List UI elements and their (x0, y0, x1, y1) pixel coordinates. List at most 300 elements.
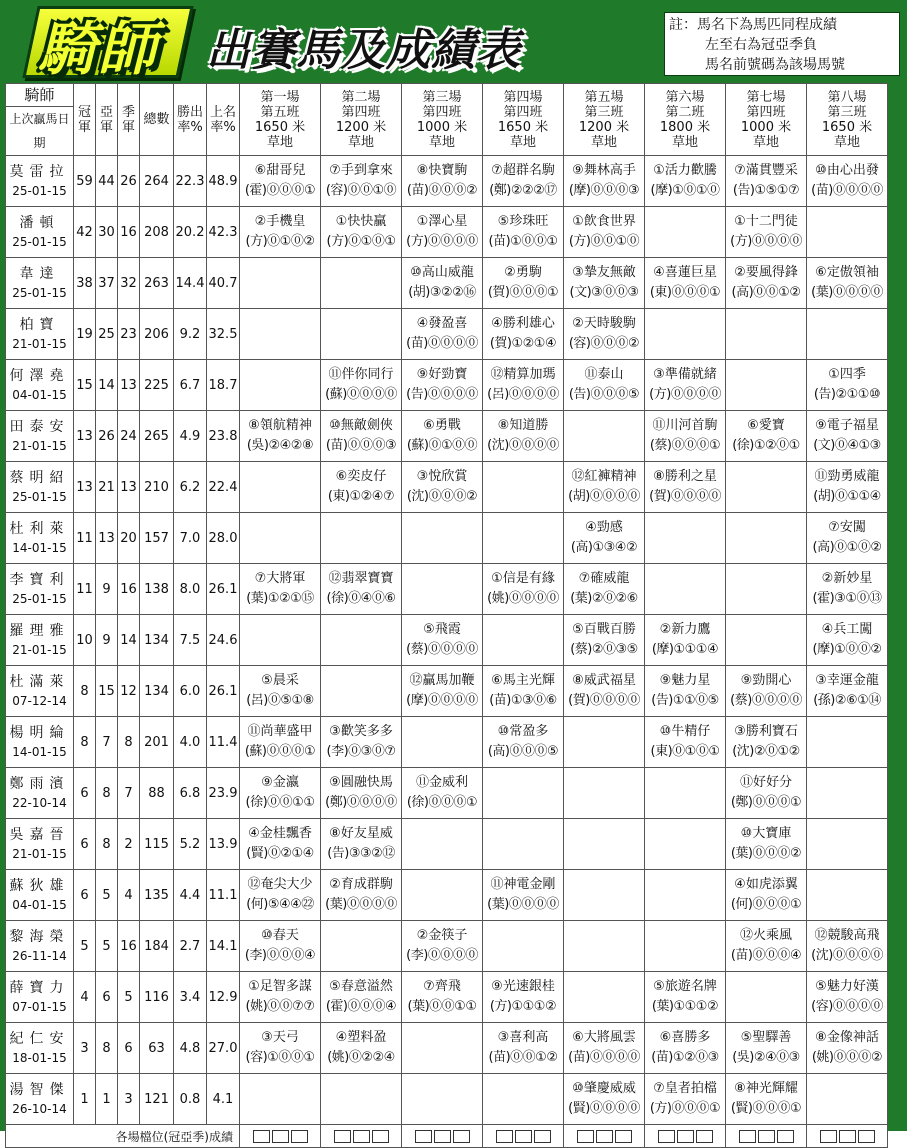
ride-cell (726, 462, 807, 513)
last-win-date: 14-01-15 (12, 745, 67, 759)
draw-result-cell (402, 1125, 483, 1148)
draw-boxes (321, 1130, 401, 1143)
ride-cell (240, 666, 321, 717)
horse-form: (吳)②④⓪③ (732, 1050, 800, 1065)
ride-cell (483, 1023, 564, 1074)
jockey-name: 楊明綸 (9, 725, 70, 741)
race-cls: 第三班 (584, 104, 624, 120)
horse-form: (蘇)⓪⓪⓪① (244, 744, 316, 759)
last-win-date: 21-01-15 (12, 337, 67, 351)
horse-form: (姚)⓪②②④ (327, 1050, 395, 1065)
seconds-cell: 5 (96, 921, 118, 972)
thirds-cell: 16 (118, 564, 140, 615)
ride-cell (564, 309, 645, 360)
total-cell: 263 (140, 258, 174, 309)
race-dist: 1650 米 (821, 119, 873, 135)
ride-cell (564, 411, 645, 462)
horse-name: ①活力歡騰 (653, 163, 717, 178)
ride-cell (807, 513, 888, 564)
wins-cell: 5 (74, 921, 96, 972)
horse-form: (蔡)⓪⓪⓪① (649, 438, 721, 453)
jockey-cell (6, 717, 74, 768)
horse-name: ⑩常盈多 (497, 724, 549, 739)
ride-cell (645, 1074, 726, 1125)
last-win-date: 04-01-15 (12, 898, 67, 912)
win-rate-cell: 4.0 (174, 717, 207, 768)
draw-box (253, 1130, 270, 1143)
horse-name: ⑫贏馬加鞭 (409, 673, 475, 688)
horse-form: (姚)⓪⓪⓪⓪ (487, 591, 559, 606)
race-cls: 第五班 (260, 104, 300, 120)
race-dist: 1000 米 (416, 119, 468, 135)
ride-cell (483, 819, 564, 870)
jockey-name: 蔡明紹 (9, 470, 70, 486)
horse-form: (蘇)⓪⓪⓪⓪ (325, 387, 397, 402)
last-win-date: 22-10-14 (12, 796, 67, 810)
table-row (6, 309, 888, 360)
thirds-cell: 13 (118, 360, 140, 411)
horse-form: (沈)⓪⓪⓪② (406, 489, 478, 504)
race-name: 第二場 (341, 89, 381, 105)
horse-name: ⑪川河首駒 (652, 418, 718, 433)
ride-cell (240, 615, 321, 666)
ride-cell (807, 768, 888, 819)
seconds-cell: 44 (96, 156, 118, 207)
total-cell: 157 (140, 513, 174, 564)
seconds-cell: 7 (96, 717, 118, 768)
ride-cell (321, 717, 402, 768)
ride-cell (321, 1074, 402, 1125)
horse-name: ⑩肇慶威威 (572, 1081, 636, 1096)
total-cell: 201 (140, 717, 174, 768)
race-header-8 (807, 84, 888, 156)
horse-name: ③幸運金龍 (815, 673, 879, 688)
horse-name: ⑥勇戰 (423, 418, 461, 433)
draw-box (615, 1130, 632, 1143)
ride-cell (726, 666, 807, 717)
horse-name: ⑩由心出發 (815, 163, 879, 178)
jockey-name: 吳嘉晉 (9, 827, 70, 843)
ride-cell (240, 258, 321, 309)
horse-name: ⑦確威龍 (578, 571, 630, 586)
note-line: 註：馬名下為馬匹同程成績 (669, 17, 837, 33)
horse-form: (李)⓪⓪⓪④ (244, 948, 316, 963)
race-cls: 第二班 (665, 104, 705, 120)
horse-form: (賀)⓪⓪⓪⓪ (568, 693, 640, 708)
thirds-cell: 32 (118, 258, 140, 309)
jockey-name: 湯智傑 (9, 1082, 70, 1098)
draw-box (596, 1130, 613, 1143)
seconds-cell: 13 (96, 513, 118, 564)
last-win-date: 07-01-15 (12, 1000, 67, 1014)
win-rate-cell: 0.8 (174, 1074, 207, 1125)
col-thirds: 季軍 (118, 84, 140, 156)
draw-result-cell (483, 1125, 564, 1148)
horse-form: (蔡)⓪⓪⓪⓪ (730, 693, 802, 708)
ride-cell (240, 870, 321, 921)
horse-form: (霍)⓪⓪⓪① (244, 183, 316, 198)
wins-cell: 6 (74, 819, 96, 870)
ride-cell (240, 564, 321, 615)
jockey-cell (6, 666, 74, 717)
wins-cell: 1 (74, 1074, 96, 1125)
race-name: 第八場 (827, 89, 867, 105)
horse-form: (葉)⓪⓪⓪⓪ (325, 897, 397, 912)
horse-name: ⑥大將風雲 (572, 1030, 636, 1045)
race-track: 草地 (509, 134, 536, 150)
table-row (6, 615, 888, 666)
ride-cell (726, 717, 807, 768)
horse-form: (何)⑤④④㉒ (246, 897, 314, 912)
horse-name: ⑨舞林高手 (572, 163, 636, 178)
ride-cell (402, 156, 483, 207)
horse-form: (葉)①②①⑮ (246, 591, 314, 606)
horse-form: (葉)①①①② (651, 999, 719, 1014)
place-rate-cell: 26.1 (207, 564, 240, 615)
ride-cell (645, 156, 726, 207)
jockey-name: 杜利萊 (9, 521, 70, 537)
ride-cell (483, 360, 564, 411)
ride-cell (240, 462, 321, 513)
horse-form: (苗)⓪⓪⓪② (406, 183, 478, 198)
horse-form: (告)⓪⓪⓪⑤ (568, 387, 640, 402)
jockey-cell (6, 360, 74, 411)
horse-form: (苗)⓪⓪⓪⓪ (811, 183, 883, 198)
race-track: 草地 (590, 134, 617, 150)
ride-cell (564, 1023, 645, 1074)
draw-box (496, 1130, 513, 1143)
seconds-cell: 9 (96, 615, 118, 666)
ride-cell (483, 768, 564, 819)
last-win-date: 07-12-14 (12, 694, 67, 708)
draw-result-cell (240, 1125, 321, 1148)
horse-name: ④喜蓮巨星 (653, 265, 717, 280)
ride-cell (483, 615, 564, 666)
seconds-cell: 1 (96, 1074, 118, 1125)
horse-form: (鄭)②②②⑰ (489, 183, 557, 198)
race-header-4 (483, 84, 564, 156)
horse-name: ⑧神光輝耀 (734, 1081, 798, 1096)
horse-name: ④勁感 (585, 520, 623, 535)
total-cell: 63 (140, 1023, 174, 1074)
col-total: 總數 (140, 84, 174, 156)
horse-name: ②育成群駒 (329, 877, 393, 892)
horse-form: (何)⓪⓪⓪① (730, 897, 802, 912)
ride-cell (321, 1023, 402, 1074)
seconds-cell: 8 (96, 1023, 118, 1074)
win-rate-cell: 6.7 (174, 360, 207, 411)
race-name: 第七場 (746, 89, 786, 105)
draw-box (334, 1130, 351, 1143)
jockey-cell (6, 819, 74, 870)
horse-name: ④如虎添翼 (734, 877, 798, 892)
ride-cell (402, 921, 483, 972)
jockey-name: 杜滿萊 (9, 674, 70, 690)
horse-form: (胡)③②②⑯ (408, 285, 476, 300)
wins-cell: 38 (74, 258, 96, 309)
table-row (6, 462, 888, 513)
jockey-name: 紀仁安 (9, 1031, 70, 1047)
horse-form: (鄭)⓪⓪⓪① (730, 795, 802, 810)
ride-cell (645, 258, 726, 309)
race-cls: 第三班 (827, 104, 867, 120)
jockey-name: 李寶利 (9, 572, 70, 588)
horse-name: ①信是有緣 (491, 571, 555, 586)
horse-form: (葉)②⓪②⑥ (570, 591, 638, 606)
ride-cell (726, 615, 807, 666)
horse-name: ⑧好友星威 (329, 826, 393, 841)
ride-cell (402, 513, 483, 564)
draw-boxes (807, 1130, 887, 1143)
last-win-date: 26-11-14 (12, 949, 67, 963)
place-rate-cell: 11.1 (207, 870, 240, 921)
ride-cell (726, 207, 807, 258)
wins-cell: 59 (74, 156, 96, 207)
horse-name: ②金筷子 (416, 928, 468, 943)
draw-box (739, 1130, 756, 1143)
ride-cell (321, 564, 402, 615)
ride-cell (483, 258, 564, 309)
horse-name: ⑫紅褲精神 (571, 469, 637, 484)
draw-box (777, 1130, 794, 1143)
ride-cell (645, 1023, 726, 1074)
horse-form: (徐)⓪⓪⓪① (406, 795, 478, 810)
jockey-name: 潘頓 (19, 215, 60, 231)
table-row (6, 870, 888, 921)
horse-name: ⑪泰山 (584, 367, 624, 382)
seconds-cell: 30 (96, 207, 118, 258)
race-name: 第五場 (584, 89, 624, 105)
ride-cell (645, 615, 726, 666)
horse-form: (苗)①⓪⓪① (488, 234, 558, 249)
seconds-cell: 8 (96, 819, 118, 870)
horse-name: ③喜利高 (497, 1030, 549, 1045)
thirds-cell: 7 (118, 768, 140, 819)
ride-cell (483, 156, 564, 207)
horse-name: ⑤春意溢然 (329, 979, 393, 994)
horse-form: (蘇)⓪①⓪⓪ (406, 438, 478, 453)
col-wins: 冠軍 (74, 84, 96, 156)
horse-name: ⑧知道勝 (497, 418, 549, 433)
horse-form: (容)⓪⓪⓪⓪ (811, 999, 883, 1014)
thirds-cell: 26 (118, 156, 140, 207)
horse-name: ⑦皇者拍檔 (653, 1081, 717, 1096)
jockey-name: 何澤堯 (9, 368, 70, 384)
ride-cell (402, 717, 483, 768)
jockey-cell (6, 156, 74, 207)
ride-cell (564, 564, 645, 615)
ride-cell (402, 615, 483, 666)
thirds-cell: 20 (118, 513, 140, 564)
ride-cell (321, 615, 402, 666)
seconds-cell: 14 (96, 360, 118, 411)
horse-name: ④發盈喜 (416, 316, 468, 331)
ride-cell (645, 462, 726, 513)
ride-cell (564, 360, 645, 411)
race-track: 草地 (752, 134, 779, 150)
draw-box (415, 1130, 432, 1143)
total-cell: 134 (140, 615, 174, 666)
horse-name: ⑤旅遊名牌 (653, 979, 717, 994)
ride-cell (402, 870, 483, 921)
horse-name: ①四季 (828, 367, 866, 382)
ride-cell (645, 921, 726, 972)
ride-cell (321, 819, 402, 870)
ride-cell (240, 1074, 321, 1125)
ride-cell (240, 819, 321, 870)
place-rate-cell: 13.9 (207, 819, 240, 870)
wins-cell: 13 (74, 411, 96, 462)
horse-name: ①飲食世界 (572, 214, 636, 229)
logo-text: 騎師 (38, 15, 159, 83)
draw-box (291, 1130, 308, 1143)
race-header-3 (402, 84, 483, 156)
horse-form: (苗)⓪⓪⓪④ (730, 948, 802, 963)
jockey-name: 蘇狄雄 (9, 878, 70, 894)
thirds-cell: 5 (118, 972, 140, 1023)
horse-name: ①足智多謀 (248, 979, 312, 994)
total-cell: 264 (140, 156, 174, 207)
table-row (6, 156, 888, 207)
horse-name: ⑫火乘風 (739, 928, 792, 943)
horse-name: ⑫競駿高飛 (814, 928, 880, 943)
draw-result-cell (645, 1125, 726, 1148)
ride-cell (645, 207, 726, 258)
thirds-cell: 6 (118, 1023, 140, 1074)
horse-name: ③準備就緒 (653, 367, 717, 382)
ride-cell (645, 768, 726, 819)
total-cell: 208 (140, 207, 174, 258)
race-track: 草地 (428, 134, 455, 150)
total-cell: 121 (140, 1074, 174, 1125)
ride-cell (645, 411, 726, 462)
jockey-cell (6, 462, 74, 513)
jockey-cell (6, 411, 74, 462)
race-name: 第一場 (260, 89, 300, 105)
race-header-6 (645, 84, 726, 156)
jockey-cell (6, 921, 74, 972)
horse-name: ①澤心星 (416, 214, 468, 229)
horse-form: (摩)⓪⓪⓪⓪ (406, 693, 478, 708)
win-rate-cell: 20.2 (174, 207, 207, 258)
jockey-name: 柏寶 (19, 317, 60, 333)
horse-form: (摩)①⓪⓪② (812, 642, 882, 657)
horse-name: ④金桂飄香 (248, 826, 312, 841)
ride-cell (726, 411, 807, 462)
race-name: 第六場 (665, 89, 705, 105)
ride-cell (807, 258, 888, 309)
ride-cell (321, 411, 402, 462)
last-win-date: 21-01-15 (12, 439, 67, 453)
table-row (6, 717, 888, 768)
horse-name: ⑨金瀛 (261, 775, 299, 790)
horse-form: (方)⓪⓪⓪⓪ (649, 387, 721, 402)
horse-form: (容)①⓪⓪① (245, 1050, 315, 1065)
ride-cell (807, 666, 888, 717)
ride-cell (726, 258, 807, 309)
horse-form: (賢)⓪⓪⓪⓪ (568, 1101, 640, 1116)
table-row (6, 411, 888, 462)
table-row (6, 258, 888, 309)
draw-box (372, 1130, 389, 1143)
wins-cell: 15 (74, 360, 96, 411)
draw-boxes (240, 1130, 320, 1143)
ride-cell (240, 411, 321, 462)
race-track: 草地 (347, 134, 374, 150)
draw-result-cell (564, 1125, 645, 1148)
horse-form: (苗)①②⓪③ (651, 1050, 719, 1065)
ride-cell (726, 1023, 807, 1074)
ride-cell (564, 666, 645, 717)
horse-name: ③摯友無敵 (572, 265, 636, 280)
horse-form: (告)③③②⑫ (327, 846, 395, 861)
jockey-name: 羅理雅 (9, 623, 70, 639)
win-rate-cell: 4.9 (174, 411, 207, 462)
thirds-cell: 8 (118, 717, 140, 768)
ride-cell (483, 207, 564, 258)
horse-name: ②新妙星 (821, 571, 873, 586)
ride-cell (807, 411, 888, 462)
horse-name: ⑫精算加瑪 (490, 367, 556, 382)
table-header (6, 84, 888, 156)
ride-cell (402, 207, 483, 258)
thirds-cell: 4 (118, 870, 140, 921)
win-rate-cell: 6.2 (174, 462, 207, 513)
table-row (6, 207, 888, 258)
ride-cell (564, 768, 645, 819)
win-rate-cell: 6.8 (174, 768, 207, 819)
col-last-win-label: 上次贏馬日期 (9, 112, 70, 150)
horse-name: ⑨電子福星 (815, 418, 879, 433)
draw-box (758, 1130, 775, 1143)
ride-cell (726, 819, 807, 870)
horse-form: (方)⓪⓪⓪⓪ (406, 234, 478, 249)
ride-cell (564, 1074, 645, 1125)
note-line: 馬名前號碼為該場馬號 (705, 57, 845, 73)
ride-cell (564, 972, 645, 1023)
wins-cell: 6 (74, 870, 96, 921)
jockey-name: 黎海榮 (9, 929, 70, 945)
total-cell: 134 (140, 666, 174, 717)
ride-cell (807, 360, 888, 411)
horse-name: ④勝利雄心 (491, 316, 555, 331)
ride-cell (807, 207, 888, 258)
horse-name: ⑤晨采 (261, 673, 299, 688)
jockey-name: 莫雷拉 (9, 164, 70, 180)
ride-cell (807, 870, 888, 921)
ride-cell (645, 870, 726, 921)
wins-cell: 13 (74, 462, 96, 513)
horse-name: ⑧金像神話 (815, 1030, 879, 1045)
horse-form: (徐)⓪④⓪⑥ (326, 591, 396, 606)
ride-cell (564, 207, 645, 258)
ride-cell (807, 921, 888, 972)
horse-name: ⑥奕皮仔 (335, 469, 387, 484)
race-cls: 第四班 (341, 104, 381, 120)
ride-cell (240, 921, 321, 972)
footer-row (6, 1125, 888, 1148)
table-row (6, 972, 888, 1023)
horse-form: (李)⓪⓪⓪⓪ (406, 948, 478, 963)
total-cell: 115 (140, 819, 174, 870)
seconds-cell: 21 (96, 462, 118, 513)
last-win-date: 25-01-15 (12, 235, 67, 249)
ride-cell (483, 870, 564, 921)
last-win-date: 21-01-15 (12, 643, 67, 657)
win-rate-cell: 14.4 (174, 258, 207, 309)
ride-cell (240, 360, 321, 411)
jockey-cell (6, 1074, 74, 1125)
